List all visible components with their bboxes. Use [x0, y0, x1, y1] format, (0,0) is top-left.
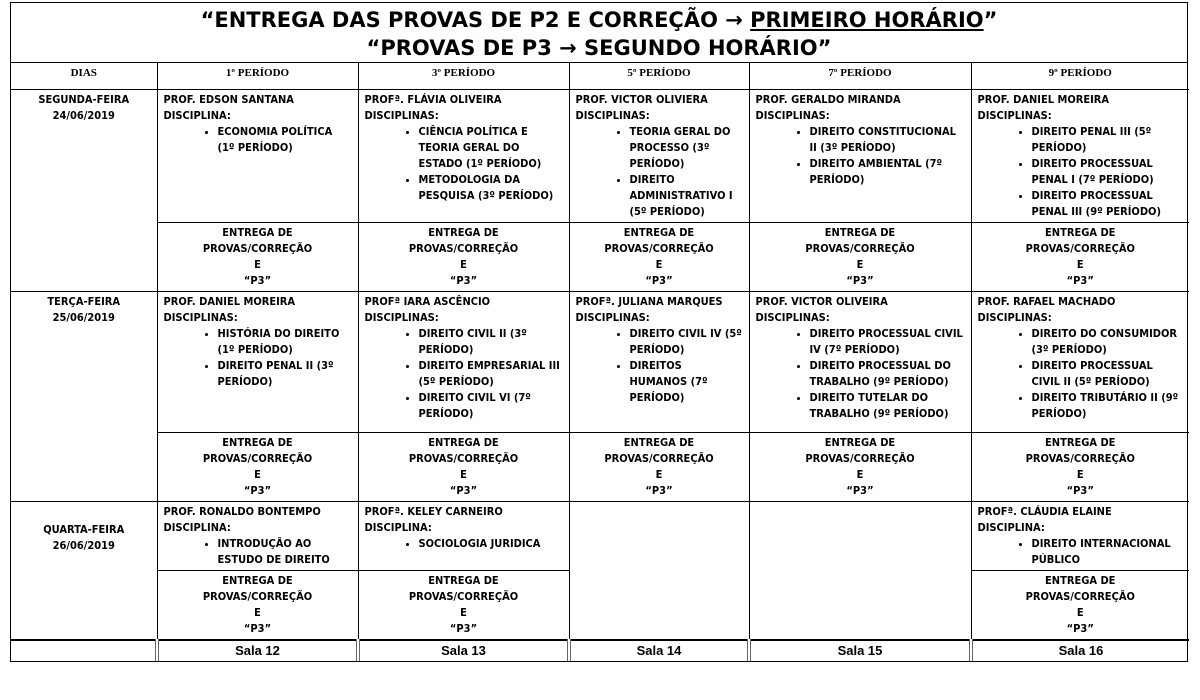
delivery-note-line2: PROVAS/CORREÇÃO	[805, 452, 915, 465]
delivery-note-line1: ENTREGA DE	[623, 226, 695, 239]
class-cell	[971, 292, 1189, 433]
title-line-2: “PROVAS DE P3 → SEGUNDO HORÁRIO”	[366, 36, 832, 60]
delivery-note-line2: PROVAS/CORREÇÃO	[202, 452, 313, 465]
delivery-note-line3: E	[460, 258, 467, 271]
day-date: 25/06/2019	[52, 311, 115, 324]
rooms-row	[11, 640, 1189, 661]
subject-list	[978, 536, 1184, 568]
subjects-label: DISCIPLINA:	[977, 521, 1045, 534]
subject-item: • DIREITO ADMINISTRATIVO I (5º PERÍODO)	[630, 172, 743, 220]
delivery-note-line1: ENTREGA DE	[428, 226, 499, 239]
delivery-note	[749, 223, 971, 292]
delivery-note-line4: “P3”	[449, 484, 478, 497]
subjects-label: DISCIPLINAS:	[755, 109, 830, 122]
subjects-label: DISCIPLINAS:	[364, 311, 439, 324]
room-label: Sala 14	[569, 640, 749, 661]
day-date: 26/06/2019	[52, 539, 115, 552]
delivery-note	[971, 433, 1189, 502]
subject-item: • DIREITO PROCESSUAL PENAL III (9º PERÍODO)	[1032, 188, 1184, 220]
delivery-note-line2: PROVAS/CORREÇÃO	[1025, 452, 1135, 465]
title-line-1-underlined: PRIMEIRO HORÁRIO	[750, 8, 984, 32]
subject-list	[978, 124, 1184, 220]
header-row	[11, 63, 1189, 90]
teacher-name: PROF. VICTOR OLIVIERA	[575, 93, 708, 106]
schedule-title	[11, 3, 1187, 63]
class-cell	[358, 90, 569, 223]
teacher-name: PROFª. JULIANA MARQUES	[575, 295, 723, 308]
subject-list	[365, 326, 563, 422]
delivery-note-line1: ENTREGA DE	[1045, 574, 1116, 587]
teacher-name: PROFª. KELEY CARNEIRO	[364, 505, 503, 518]
delivery-note-line3: E	[460, 468, 467, 481]
delivery-note-line3: E	[254, 468, 261, 481]
delivery-note-line1: ENTREGA DE	[1045, 226, 1116, 239]
teacher-name: PROFª IARA ASCÊNCIO	[364, 295, 491, 308]
subject-list	[756, 326, 965, 422]
subject-item: • TEORIA GERAL DO PROCESSO (3º PERÍODO)	[630, 124, 743, 172]
subject-item: • DIREITO TRIBUTÁRIO II (9º PERÍODO)	[1032, 390, 1184, 422]
delivery-note-line4: “P3”	[1066, 622, 1094, 635]
delivery-note	[569, 223, 749, 292]
delivery-note-line3: E	[254, 606, 261, 619]
empty-cell	[749, 502, 971, 641]
day-name: QUARTA-FEIRA	[43, 523, 125, 536]
subject-item: • CIÊNCIA POLÍTICA E TEORIA GERAL DO ESTADO (1º PERÍODO)	[419, 124, 563, 172]
delivery-note-line3: E	[1076, 468, 1084, 481]
subject-list	[164, 124, 352, 156]
header-period-5: 5º PERÍODO	[569, 63, 749, 90]
delivery-note-line4: “P3”	[645, 484, 673, 497]
subject-item: • DIREITO PROCESSUAL DO TRABALHO (9º PERÍODO)	[810, 358, 965, 390]
teacher-name: PROF. VICTOR OLIVEIRA	[755, 295, 888, 308]
schedule-table	[11, 63, 1189, 661]
subject-item: • DIREITO CIVIL II (3º PERÍODO)	[419, 326, 563, 358]
delivery-note-line4: “P3”	[645, 274, 673, 287]
delivery-note-line3: E	[1076, 606, 1084, 619]
day-cell	[11, 90, 157, 292]
subjects-label: DISCIPLINAS:	[364, 109, 439, 122]
subject-item: • SOCIOLOGIA JURIDICA	[419, 536, 563, 552]
delivery-note-line1: ENTREGA DE	[623, 436, 695, 449]
subject-item: • METODOLOGIA DA PESQUISA (3º PERÍODO)	[419, 172, 563, 204]
subject-item: • DIREITO TUTELAR DO TRABALHO (9º PERÍODO)	[810, 390, 965, 422]
delivery-note-line3: E	[856, 468, 864, 481]
header-period-1: 1º PERÍODO	[157, 63, 358, 90]
subject-item: • DIREITO PROCESSUAL CIVIL IV (7º PERÍODO)	[810, 326, 965, 358]
title-line-1-prefix: “ENTREGA DAS PROVAS DE P2 E CORREÇÃO →	[200, 8, 743, 32]
subject-list	[576, 326, 743, 406]
delivery-note-line2: PROVAS/CORREÇÃO	[202, 242, 313, 255]
delivery-note-line4: “P3”	[449, 622, 478, 635]
day-delivery-row	[11, 223, 1189, 292]
title-line-1-suffix: ”	[983, 8, 998, 32]
delivery-note	[569, 433, 749, 502]
class-cell	[358, 502, 569, 571]
delivery-note-line2: PROVAS/CORREÇÃO	[408, 452, 519, 465]
teacher-name: PROFª. FLÁVIA OLIVEIRA	[364, 93, 502, 106]
class-cell	[749, 90, 971, 223]
delivery-note-line3: E	[856, 258, 864, 271]
subject-item: • DIREITO PENAL III (5º PERÍODO)	[1032, 124, 1184, 156]
header-period-7: 7º PERÍODO	[749, 63, 971, 90]
teacher-name: PROF. RAFAEL MACHADO	[977, 295, 1116, 308]
header-period-9: 9º PERÍODO	[971, 63, 1189, 90]
delivery-note-line2: PROVAS/CORREÇÃO	[1025, 242, 1135, 255]
day-date: 24/06/2019	[52, 109, 115, 122]
delivery-note-line3: E	[655, 468, 663, 481]
class-cell	[971, 502, 1189, 571]
class-cell	[358, 292, 569, 433]
subject-list	[576, 124, 743, 220]
delivery-note	[157, 571, 358, 641]
subject-item: • DIREITO CIVIL VI (7º PERÍODO)	[419, 390, 563, 422]
delivery-note-line2: PROVAS/CORREÇÃO	[408, 590, 519, 603]
subject-list	[756, 124, 965, 188]
class-cell	[569, 292, 749, 433]
delivery-note-line4: “P3”	[846, 274, 874, 287]
room-label: Sala 15	[749, 640, 971, 661]
delivery-note-line4: “P3”	[1066, 274, 1094, 287]
subject-item: • DIREITO EMPRESARIAL III (5º PERÍODO)	[419, 358, 563, 390]
class-cell	[569, 90, 749, 223]
day-classes-row	[11, 292, 1189, 433]
delivery-note-line3: E	[1076, 258, 1084, 271]
subject-item: • ECONOMIA POLÍTICA (1º PERÍODO)	[218, 124, 352, 156]
subject-list	[164, 326, 352, 390]
subject-item: • DIREITO CONSTITUCIONAL II (3º PERÍODO)	[810, 124, 965, 156]
delivery-note	[358, 223, 569, 292]
day-classes-row	[11, 502, 1189, 571]
teacher-name: PROF. EDSON SANTANA	[163, 93, 294, 106]
day-classes-row	[11, 90, 1189, 223]
delivery-note-line2: PROVAS/CORREÇÃO	[202, 590, 313, 603]
room-label: Sala 16	[971, 640, 1189, 661]
delivery-note-line4: “P3”	[243, 484, 272, 497]
teacher-name: PROF. RONALDO BONTEMPO	[163, 505, 321, 518]
delivery-note-line4: “P3”	[1066, 484, 1094, 497]
delivery-note	[749, 433, 971, 502]
subjects-label: DISCIPLINAS:	[755, 311, 830, 324]
subjects-label: DISCIPLINA:	[163, 521, 231, 534]
delivery-note-line3: E	[460, 606, 467, 619]
teacher-name: PROF. DANIEL MOREIRA	[163, 295, 296, 308]
subject-item: • DIREITO PROCESSUAL CIVIL II (5º PERÍODO)	[1032, 358, 1184, 390]
delivery-note-line3: E	[655, 258, 663, 271]
delivery-note-line1: ENTREGA DE	[824, 436, 896, 449]
rooms-blank-cell	[11, 640, 157, 661]
schedule-body	[11, 63, 1189, 661]
subject-list	[365, 124, 563, 204]
delivery-note-line3: E	[254, 258, 261, 271]
delivery-note	[358, 433, 569, 502]
teacher-name: PROF. GERALDO MIRANDA	[755, 93, 901, 106]
delivery-note-line1: ENTREGA DE	[824, 226, 896, 239]
class-cell	[157, 502, 358, 571]
class-cell	[157, 292, 358, 433]
day-name: SEGUNDA-FEIRA	[38, 93, 130, 106]
subjects-label: DISCIPLINAS:	[163, 311, 238, 324]
class-cell	[749, 292, 971, 433]
day-cell	[11, 502, 157, 641]
delivery-note	[358, 571, 569, 641]
subject-item: • HISTÓRIA DO DIREITO (1º PERÍODO)	[218, 326, 352, 358]
subject-item: • DIREITOS HUMANOS (7º PERÍODO)	[630, 358, 743, 406]
delivery-note-line1: ENTREGA DE	[428, 574, 499, 587]
class-cell	[971, 90, 1189, 223]
subject-item: • DIREITO AMBIENTAL (7º PERÍODO)	[810, 156, 965, 188]
subject-list	[164, 536, 352, 568]
room-label: Sala 12	[157, 640, 358, 661]
header-period-3: 3º PERÍODO	[358, 63, 569, 90]
subjects-label: DISCIPLINAS:	[977, 109, 1052, 122]
delivery-note-line4: “P3”	[449, 274, 478, 287]
subjects-label: DISCIPLINAS:	[575, 311, 650, 324]
delivery-note	[971, 571, 1189, 641]
subject-list	[365, 536, 563, 552]
delivery-note-line1: ENTREGA DE	[428, 436, 499, 449]
delivery-note-line2: PROVAS/CORREÇÃO	[805, 242, 915, 255]
delivery-note	[971, 223, 1189, 292]
subjects-label: DISCIPLINA:	[163, 109, 231, 122]
delivery-note-line2: PROVAS/CORREÇÃO	[408, 242, 519, 255]
delivery-note-line4: “P3”	[846, 484, 874, 497]
delivery-note-line1: ENTREGA DE	[1045, 436, 1116, 449]
delivery-note-line1: ENTREGA DE	[222, 574, 293, 587]
subject-item: • DIREITO INTERNACIONAL PÚBLICO	[1032, 536, 1184, 568]
class-cell	[157, 90, 358, 223]
teacher-name: PROFª. CLÁUDIA ELAINE	[977, 505, 1112, 518]
delivery-note-line1: ENTREGA DE	[222, 226, 293, 239]
schedule-sheet	[10, 2, 1188, 662]
day-delivery-row	[11, 433, 1189, 502]
delivery-note-line2: PROVAS/CORREÇÃO	[1025, 590, 1135, 603]
subject-item: • DIREITO CIVIL IV (5º PERÍODO)	[630, 326, 743, 358]
subjects-label: DISCIPLINAS:	[575, 109, 650, 122]
title-line-1	[11, 6, 1187, 34]
empty-cell	[569, 502, 749, 641]
delivery-note	[157, 433, 358, 502]
subject-item: • DIREITO DO CONSUMIDOR (3º PERÍODO)	[1032, 326, 1184, 358]
delivery-note-line2: PROVAS/CORREÇÃO	[604, 242, 714, 255]
delivery-note-line4: “P3”	[243, 622, 272, 635]
day-name: TERÇA-FEIRA	[47, 295, 121, 308]
subject-item: • INTRODUÇÃO AO ESTUDO DE DIREITO	[218, 536, 352, 568]
room-label: Sala 13	[358, 640, 569, 661]
teacher-name: PROF. DANIEL MOREIRA	[977, 93, 1110, 106]
delivery-note-line2: PROVAS/CORREÇÃO	[604, 452, 714, 465]
delivery-note	[157, 223, 358, 292]
subjects-label: DISCIPLINA:	[364, 521, 432, 534]
subject-item: • DIREITO PROCESSUAL PENAL I (7º PERÍODO)	[1032, 156, 1184, 188]
day-cell	[11, 292, 157, 502]
subject-item: • DIREITO PENAL II (3º PERÍODO)	[218, 358, 352, 390]
delivery-note-line1: ENTREGA DE	[222, 436, 293, 449]
delivery-note-line4: “P3”	[243, 274, 272, 287]
subject-list	[978, 326, 1184, 422]
subjects-label: DISCIPLINAS:	[977, 311, 1052, 324]
header-days: DIAS	[11, 63, 157, 90]
